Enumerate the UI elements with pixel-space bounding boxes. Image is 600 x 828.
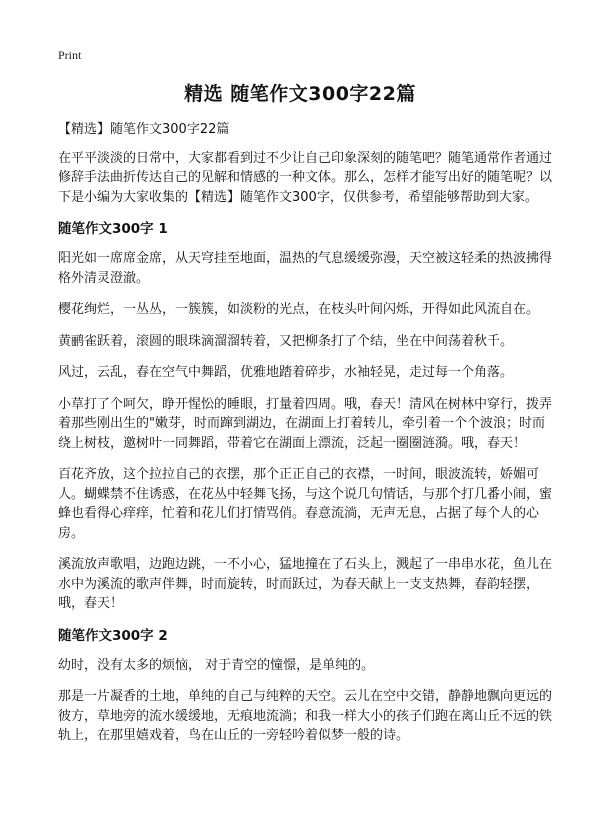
section-heading-1: 随笔作文300字 1 bbox=[58, 221, 168, 237]
subtitle: 【精选】随笔作文300字22篇 bbox=[58, 122, 230, 137]
paragraph: 风过，云乱，春在空气中舞蹈，优雅地踏着碎步，水袖轻晃，走过每一个角落。 bbox=[58, 365, 514, 380]
document-body bbox=[58, 120, 552, 758]
paragraph: 百花齐放，这个拉拉自己的衣摆，那个正正自己的衣襟，一时间，眼波流转，娇媚可人。蝴蝶禁不住诱惑，在花丛中轻舞飞扬，与这个说几句情话，与那个打几番小闹，蜜蜂也看得心痒痒，忙着和花儿们打情骂俏。春意流淌，无声无息，占据了每个人的心房。 bbox=[58, 467, 553, 541]
paragraph: 阳光如一席席金席，从天穹挂至地面，温热的气息缓缓弥漫，天空被这轻柔的热波拂得格外清灵澄澈。 bbox=[58, 251, 553, 286]
paragraph: 那是一片凝香的土地，单纯的自己与纯粹的天空。云儿在空中交错，静静地飘向更远的彼方，草地旁的流水缓缓地，无痕地流淌；和我一样大小的孩子们跑在离山丘不远的铁轨上，在那里嬉戏着，鸟在山丘的一旁轻吟着似梦一般的诗。 bbox=[58, 689, 553, 743]
section-heading-2: 随笔作文300字 2 bbox=[58, 627, 168, 644]
paragraph: 幼时，没有太多的烦恼， 对于青空的憧憬，是单纯的。 bbox=[58, 657, 375, 673]
paragraph: 樱花绚烂，一丛丛，一簇簇，如淡粉的光点，在枝头叶间闪烁，开得如此风流自在。 bbox=[58, 302, 540, 317]
paragraph: 溪流放声歌唱，边跑边跳，一不小心，猛地撞在了石头上，溅起了一串串水花，鱼儿在水中为溪流的歌声伴舞，时而旋转，时而跃过，为春天献上一支支热舞，春韵轻摆，哦，春天！ bbox=[58, 557, 553, 611]
document-title: 精选 随笔作文300字22篇 bbox=[184, 83, 416, 105]
paragraph: 小草打了个呵欠，睁开惺忪的睡眼，打量着四周。哦，春天！清风在树林中穿行，拨弄着那些刚出生的"嫩芽，时而蹿到湖边，在湖面上打着转儿，牵引着一个个波浪；时而绕上树枝，邀树叶一同舞蹈，带着它在湖面上漂流，泛起一圈圈涟漪。哦，春天！ bbox=[58, 396, 553, 451]
paragraph: 黄鹂雀跃着，滚圆的眼珠滴溜溜转着，又把柳条打了个结，坐在中间荡着秋千。 bbox=[58, 333, 514, 349]
intro-paragraph: 在平平淡淡的日常中，大家都看到过不少让自己印象深刻的随笔吧？随笔通常作者通过修辞手法曲折传达自己的见解和情感的一种文体。那么，怎样才能写出好的随笔呢？以下是小编为大家收集的【精选】随笔作文300字，仅供参考，希望能够帮助到大家。 bbox=[58, 150, 553, 205]
print-label: Print bbox=[58, 48, 82, 62]
